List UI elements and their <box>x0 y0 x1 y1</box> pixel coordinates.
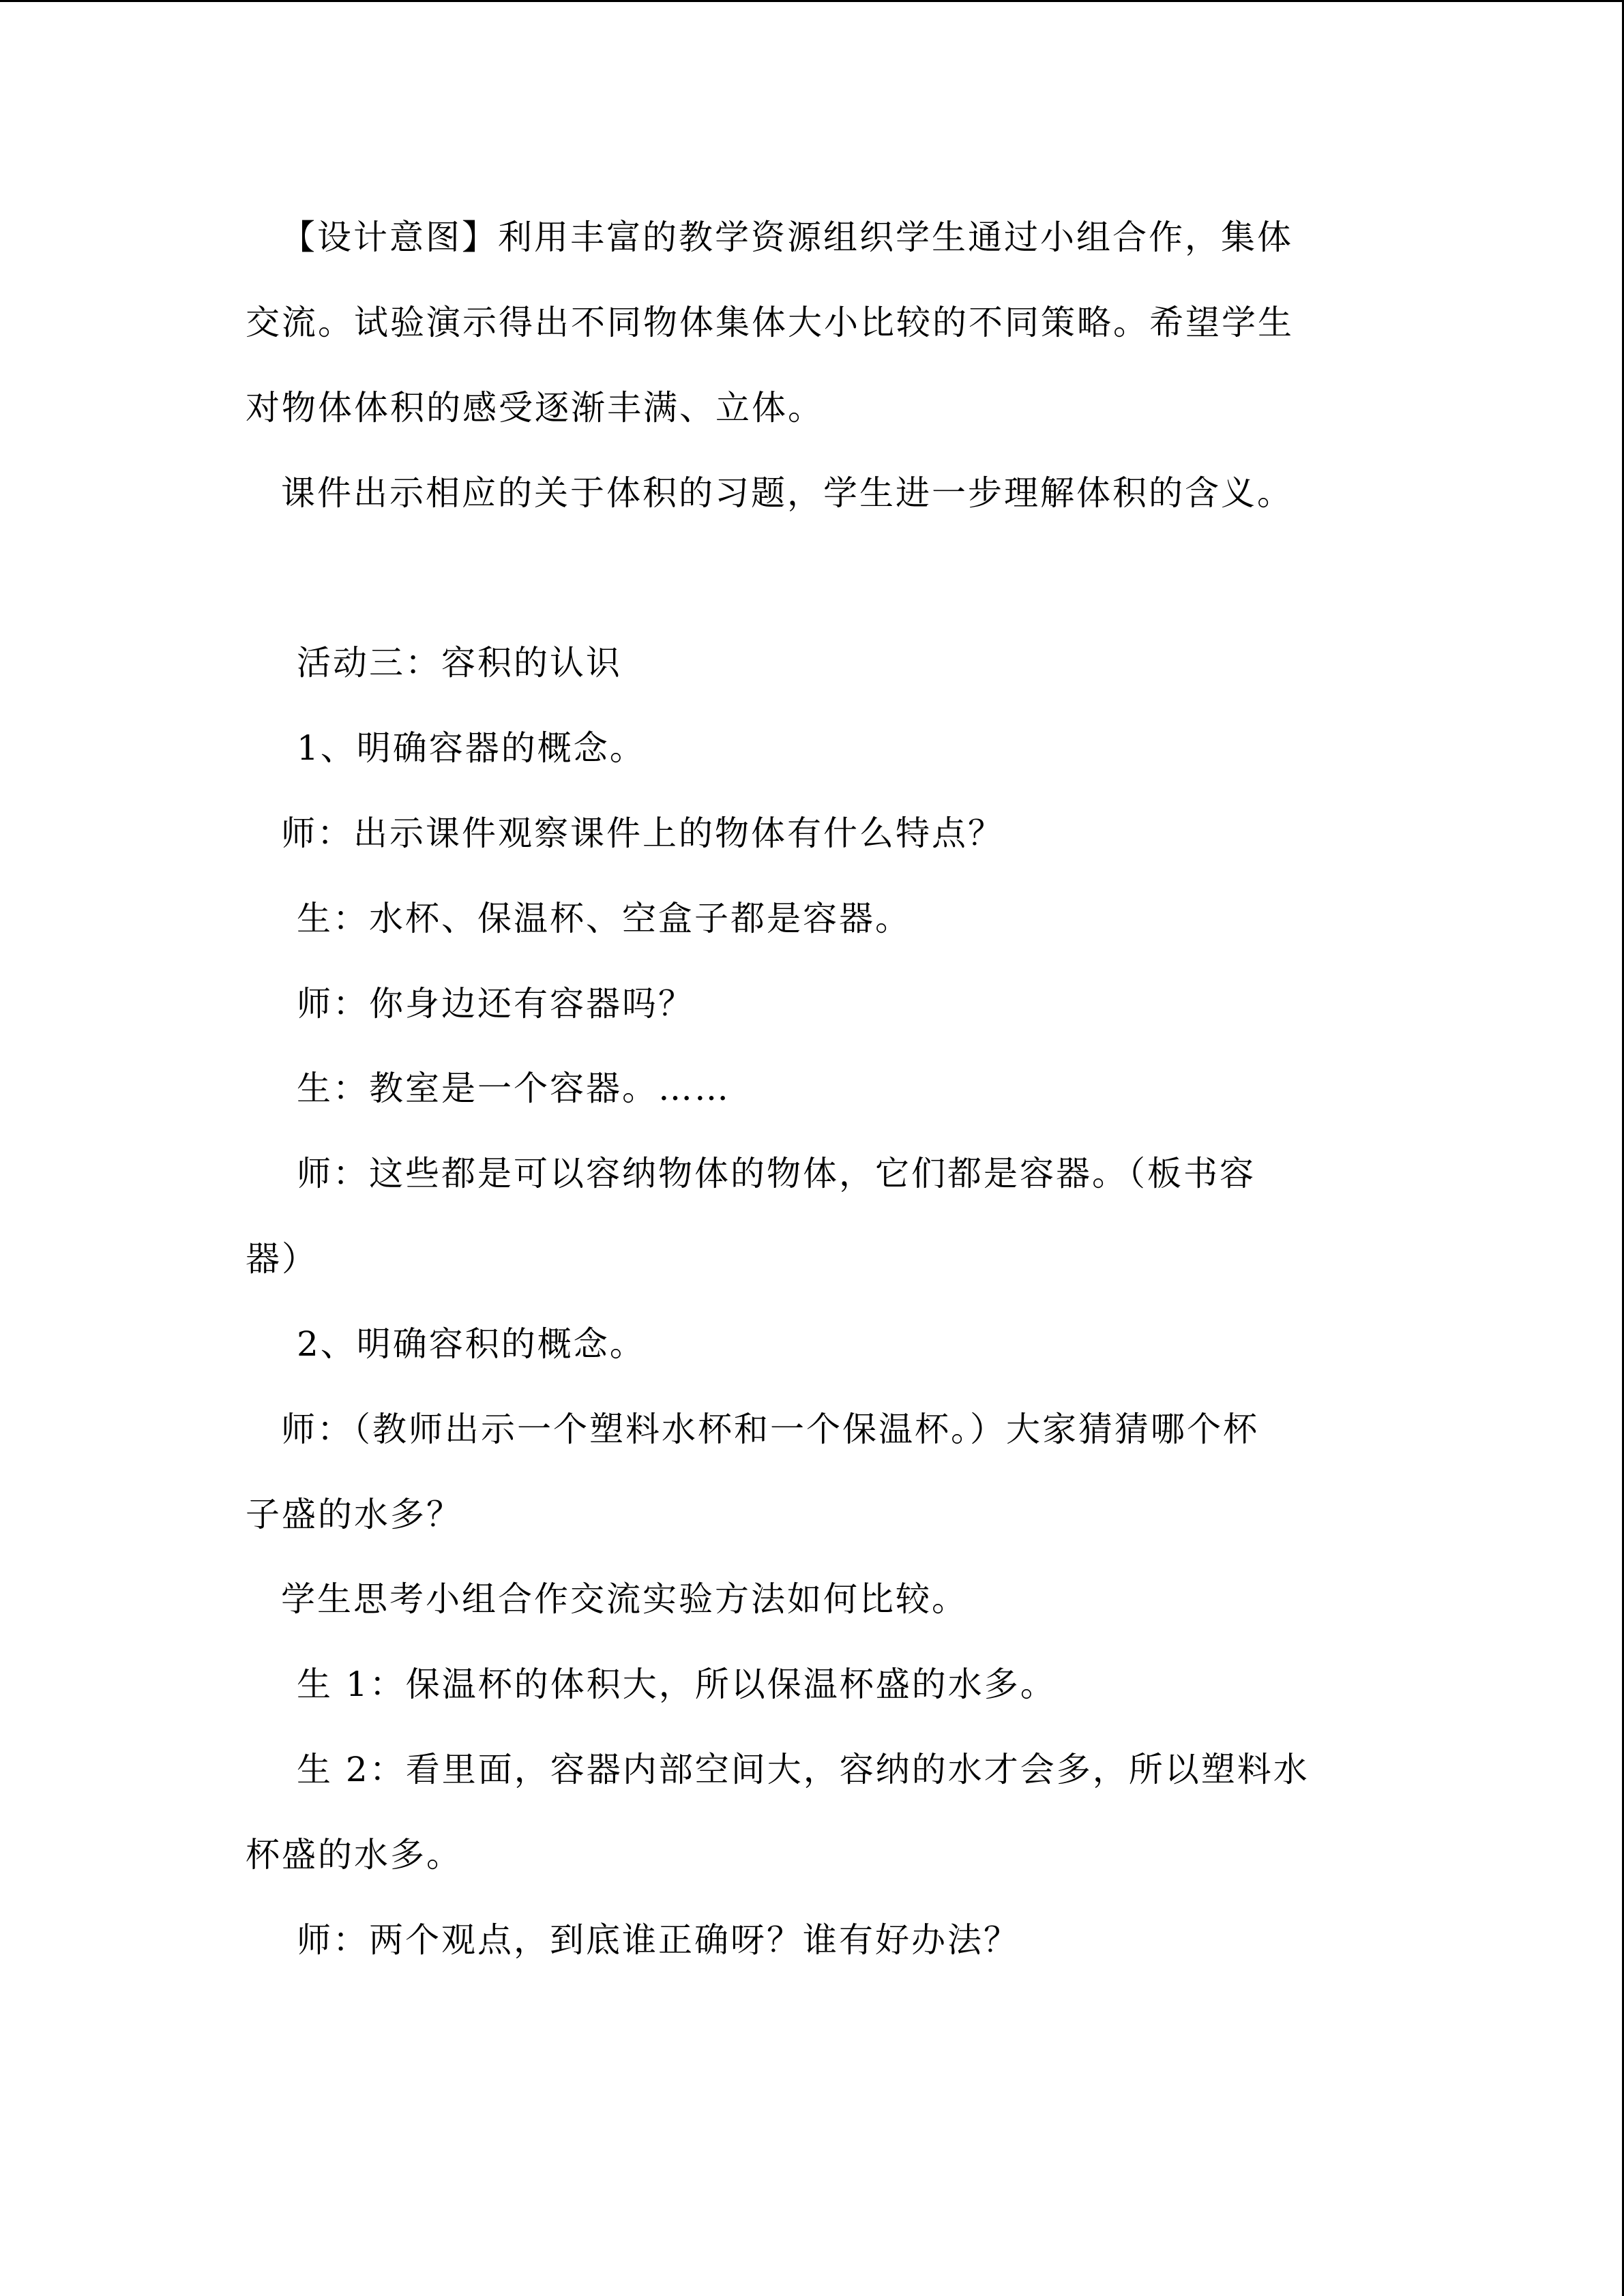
teacher-line-4a: 师：（教师出示一个塑料水杯和一个保温杯。）大家猜猜哪个杯 <box>281 1410 1259 1449</box>
teacher-line-2: 师：你身边还有容器吗？ <box>297 984 694 1024</box>
capacity-concept-heading: 2、明确容积的概念。 <box>297 1324 646 1364</box>
student-discussion-line: 学生思考小组合作交流实验方法如何比较。 <box>281 1579 968 1619</box>
teacher-line-3b: 器） <box>246 1239 318 1279</box>
student-1-answer: 生 1：保温杯的体积大，所以保温杯盛的水多。 <box>297 1665 1057 1704</box>
student-line-2: 生：教室是一个容器。…… <box>297 1069 730 1108</box>
design-intent-line-3: 对物体体积的感受逐渐丰满、立体。 <box>246 388 824 428</box>
teacher-line-4b: 子盛的水多？ <box>246 1495 462 1534</box>
student-2-answer-a: 生 2：看里面，容器内部空间大，容纳的水才会多，所以塑料水 <box>297 1750 1310 1789</box>
student-line-1: 生：水杯、保温杯、空盒子都是容器。 <box>297 899 911 938</box>
design-intent-line-1: 【设计意图】利用丰富的教学资源组织学生通过小组合作，集体 <box>281 218 1293 257</box>
teacher-line-1: 师：出示课件观察课件上的物体有什么特点？ <box>281 814 1004 853</box>
student-2-answer-b: 杯盛的水多。 <box>246 1835 462 1875</box>
courseware-exercise-line: 课件出示相应的关于体积的习题，学生进一步理解体积的含义。 <box>281 473 1293 513</box>
teacher-line-3a: 师：这些都是可以容纳物体的物体，它们都是容器。（板书容 <box>297 1154 1256 1193</box>
activity-three-heading: 活动三：容积的认识 <box>297 643 622 683</box>
teacher-line-5: 师：两个观点，到底谁正确呀？谁有好办法？ <box>297 1920 1020 1960</box>
page-border-top <box>0 0 1624 2</box>
design-intent-line-2: 交流。试验演示得出不同物体集体大小比较的不同策略。希望学生 <box>246 303 1294 342</box>
container-concept-heading: 1、明确容器的概念。 <box>297 728 646 768</box>
